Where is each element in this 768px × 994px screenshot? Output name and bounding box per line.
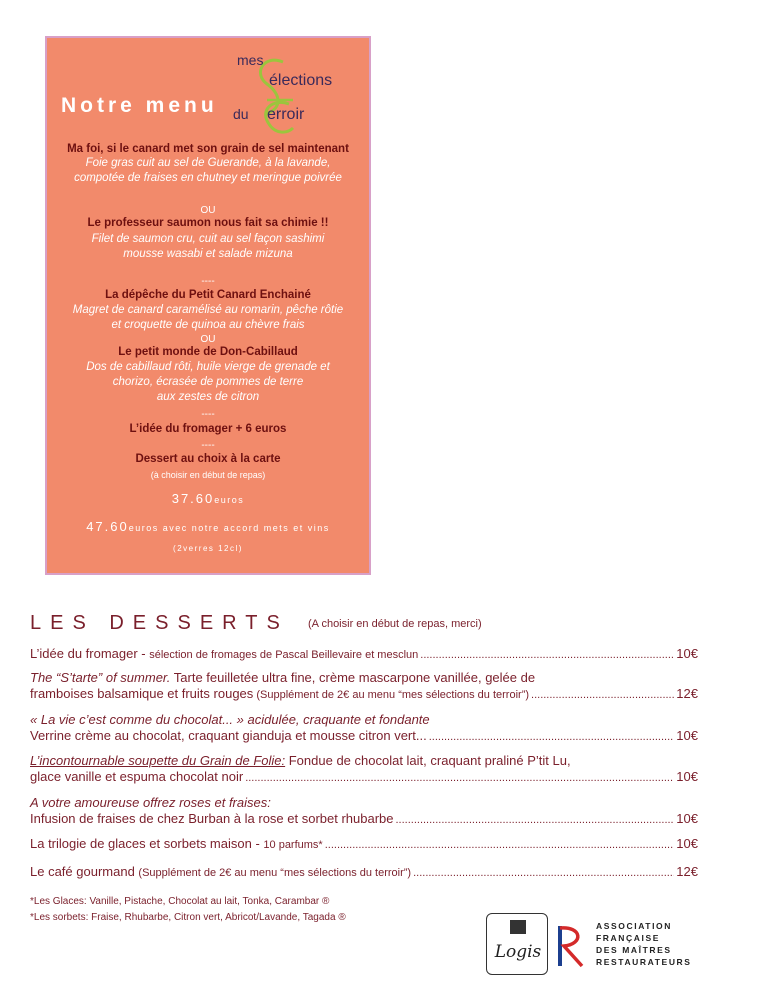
menu-line: Magret de canard caramélisé au romarin, pêche rôtie bbox=[72, 304, 344, 316]
menu-line: Ma foi, si le canard met son grain de sel maintenant bbox=[67, 143, 349, 155]
menu-price-wine-unit: euros avec notre accord mets et vins bbox=[128, 523, 330, 533]
dessert-price: 10€ bbox=[676, 836, 698, 851]
menu-line: Filet de saumon cru, cuit au sel façon sashimi bbox=[91, 233, 325, 245]
brand-elections: élections bbox=[269, 72, 333, 89]
maitres-restaurateurs-logo-icon bbox=[556, 922, 588, 968]
desserts-note: (A choisir en début de repas, merci) bbox=[308, 618, 482, 630]
footnote-glaces: *Les Glaces: Vanille, Pistache, Chocolat au lait, Tonka, Carambar ® bbox=[30, 896, 330, 907]
dessert-item: The “S’tarte” of summer. Tarte feuilletée ultra fine, crème mascarpone vanillée, gelée de framboises balsamique et fruits rouges (Supplément de 2€ au menu “mes sélections du terroir”) ..... 12€ bbox=[30, 670, 698, 703]
menu-price-wine-note: (2verres 12cl) bbox=[173, 544, 243, 553]
menu-line: ---- bbox=[201, 276, 215, 287]
logis-logo: Logis bbox=[486, 913, 548, 975]
dessert-price: 12€ bbox=[676, 686, 698, 701]
building-icon bbox=[510, 920, 526, 934]
menu-line: Le petit monde de Don-Cabillaud bbox=[118, 346, 298, 358]
dessert-item: A votre amoureuse offrez roses et fraises: Infusion de fraises de chez Burban à la rose et sorbet rhubarbe ..... 10€ bbox=[30, 795, 698, 828]
menu-line: La dépêche du Petit Canard Enchainé bbox=[105, 289, 311, 301]
menu-line: ---- bbox=[201, 440, 215, 451]
dessert-price: 10€ bbox=[676, 728, 698, 743]
menu-line: chorizo, écrasée de pommes de terre bbox=[112, 376, 304, 388]
menu-line: OU bbox=[200, 205, 216, 216]
menu-line: L’idée du fromager + 6 euros bbox=[129, 423, 287, 435]
brand-erroir: erroir bbox=[267, 106, 305, 123]
menu-line: et croquette de quinoa au chèvre frais bbox=[111, 319, 305, 331]
dessert-item: L’incontournable soupette du Grain de Folie: Fondue de chocolat lait, craquant praliné P’tit Lu, glace vanille et espuma chocolat noir ..... 10€ bbox=[30, 753, 698, 786]
menu-line: Dos de cabillaud rôti, huile vierge de grenade et bbox=[86, 361, 330, 373]
footnote-sorbets: *Les sorbets: Fraise, Rhubarbe, Citron vert, Abricot/Lavande, Tagada ® bbox=[30, 912, 346, 923]
menu-line: Foie gras cuit au sel de Guerande, à la lavande, bbox=[85, 157, 331, 169]
menu-price-wine-amount: 47.60 bbox=[86, 519, 129, 534]
menu-price-wine bbox=[47, 518, 369, 536]
dessert-item: Le café gourmand (Supplément de 2€ au menu “mes sélections du terroir”) ..... 12€ bbox=[30, 864, 698, 881]
dessert-price: 12€ bbox=[676, 864, 698, 879]
menu-price-unit: euros bbox=[214, 495, 245, 505]
menu-line: (à choisir en début de repas) bbox=[150, 470, 266, 480]
desserts-title: LES DESSERTS bbox=[30, 612, 289, 634]
menu-line: OU bbox=[200, 334, 216, 345]
menu-line: Le professeur saumon nous fait sa chimie !! bbox=[87, 217, 329, 229]
brand-logo bbox=[233, 50, 363, 138]
menu-title: Notre menu bbox=[61, 94, 218, 117]
menu-panel bbox=[45, 36, 371, 575]
menu-line: compotée de fraises en chutney et meringue poivrée bbox=[74, 172, 342, 184]
menu-price bbox=[47, 490, 369, 508]
menu-line: mousse wasabi et salade mizuna bbox=[123, 248, 293, 260]
menu-line: ---- bbox=[201, 409, 215, 420]
brand-mes: mes bbox=[237, 52, 264, 68]
dessert-price: 10€ bbox=[676, 811, 698, 826]
dessert-price: 10€ bbox=[676, 646, 698, 661]
menu-line: aux zestes de citron bbox=[156, 391, 260, 403]
dessert-item: « La vie c’est comme du chocolat... » acidulée, craquante et fondante Verrine crème au chocolat, craquant gianduja et mousse citron vert... ..... 10€ bbox=[30, 712, 698, 745]
menu-line: Dessert au choix à la carte bbox=[135, 453, 281, 465]
dessert-item: La trilogie de glaces et sorbets maison - 10 parfums* ..... 10€ bbox=[30, 836, 698, 853]
maitres-restaurateurs-text: ASSOCIATION FRANÇAISE DES MAÎTRES RESTAURATEURS bbox=[596, 921, 692, 967]
dessert-price: 10€ bbox=[676, 769, 698, 784]
dessert-item: L’idée du fromager - sélection de fromages de Pascal Beillevaire et mesclun ..... 10€ bbox=[30, 646, 698, 663]
brand-du: du bbox=[233, 106, 249, 122]
menu-price-amount: 37.60 bbox=[171, 491, 215, 506]
